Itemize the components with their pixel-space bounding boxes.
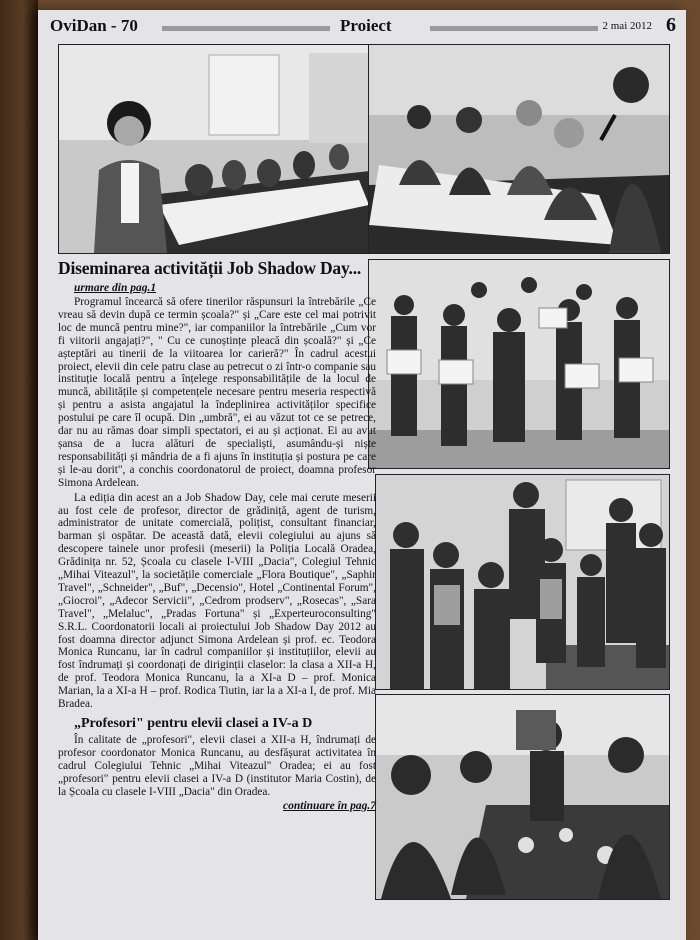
- continued-on-note: continuare în pag.7: [283, 799, 376, 812]
- photo-students-with-diplomas: [368, 259, 670, 469]
- article-column: [58, 258, 376, 812]
- page-header: [50, 16, 676, 40]
- section-title: Proiect: [340, 16, 392, 35]
- article-paragraph: Programul încearcă să ofere tinerilor răspunsuri la întrebările „Ce vreau să devin după ce termin școala?" și „Care este cel mai potrivit loc de muncă pentru mine?", iar companiilor la întrebările „Cum vor fi viitorii angajați?", " Cu ce cunoștințe pleacă din școală?" și „Ce așteptări au tinerii de la viitoarea lor carieră?" În cadrul acestui proiect, elevii din cele patru clase au petrecut o zi într-o companie sau instituție locală pentru a înțelege responsabilitățile de la locul de muncă, abilitățile și competențele necesare pentru meseria respectivă și pentru a asista angajatul la îndeplinirea activităților specifice postului pe care îl ocupă. Din „umbră", ei au văzut tot ce se petrece, dar nu au rămas doar simpli spectatori, ei au și acționat. Ei au avut șansa de a lucra alături de specialiști, asumându-și niște responsabilități și mândria de a fi ajuns în instituția și postura pe care și le-au dorit", a conchis coordonatorul de proiect, doamna profesor Simona Ardelean.: [58, 296, 376, 489]
- photo-children-group: [375, 474, 670, 690]
- page-number: 6: [666, 14, 676, 36]
- article-paragraph: La ediția din acest an a Job Shadow Day, cele mai cerute meserii au fost cele de profesor, director de grădiniță, agent de turism, administrator de unitate comercială, polițist, consultant financiar, barman și ospătar. De această dată, elevii colegiului au ajuns să descopere tainele unor profesii (meserii) la Poliția Locală Oradea, Grădinița nr. 52, Școala cu clasele I-VIII „Dacia", Colegiul Tehnic „Mihai Viteazul", la societățile comerciale „Flora Boutique", „Saphir Travel", „Schneider", „Buf", „Decensio", Hotel „Continental Forum", „Giocroi", „Adecor Servicii", „Cedrom prodserv", „Rosecas", „Sara Travel", „Melaluc", „Pradas Fortuna" și „Experteuroconsulting" S.R.L. Coordonatorii locali ai proiectului Job Shadow Day 2012 au fost doamna director adjunct Simona Ardelean și prof. ec. Teodora Monica Runcanu, iar în cadrul companiilor și instituțiilor, elevii au fost îndrumați și coordonați de diriginții claselor: la clasa a XII-a H, de prof. Teodora Monica Runcanu, la a XI-a D – prof. Monica Marian, la a XI-a H – prof. Rodica Tiutin, iar la a XI-a I, de prof. Mia Bradea.: [58, 491, 376, 711]
- header-rule: [430, 26, 598, 31]
- continued-from-note: urmare din pag.1: [74, 282, 157, 294]
- photo-children-activity: [375, 694, 670, 900]
- photo-audience-table: [368, 44, 670, 254]
- issue-date: 2 mai 2012: [602, 20, 652, 32]
- header-rule: [162, 26, 330, 31]
- article-paragraph: În calitate de „profesori", elevii clasei a XII-a H, îndrumați de profesor coordonator Monica Runcanu, au desfășurat activitatea în cadrul Colegiului Tehnic „Mihai Viteazul" Oradea; ei au fost „profesori" pentru elevii clasei a IV-a D (institutor Maria Costin), de la Școala cu clasele I-VIII „Dacia" din Oradea.: [58, 734, 376, 798]
- article-headline: Diseminarea activității Job Shadow Day...: [58, 258, 362, 278]
- newspaper-page: [38, 10, 686, 940]
- article-subheading: „Profesori" pentru elevii clasei a IV-a D: [74, 716, 313, 731]
- publication-name: OviDan - 70: [50, 16, 138, 35]
- background-edge: [0, 0, 38, 940]
- photo-speaker-with-microphone: [58, 44, 380, 254]
